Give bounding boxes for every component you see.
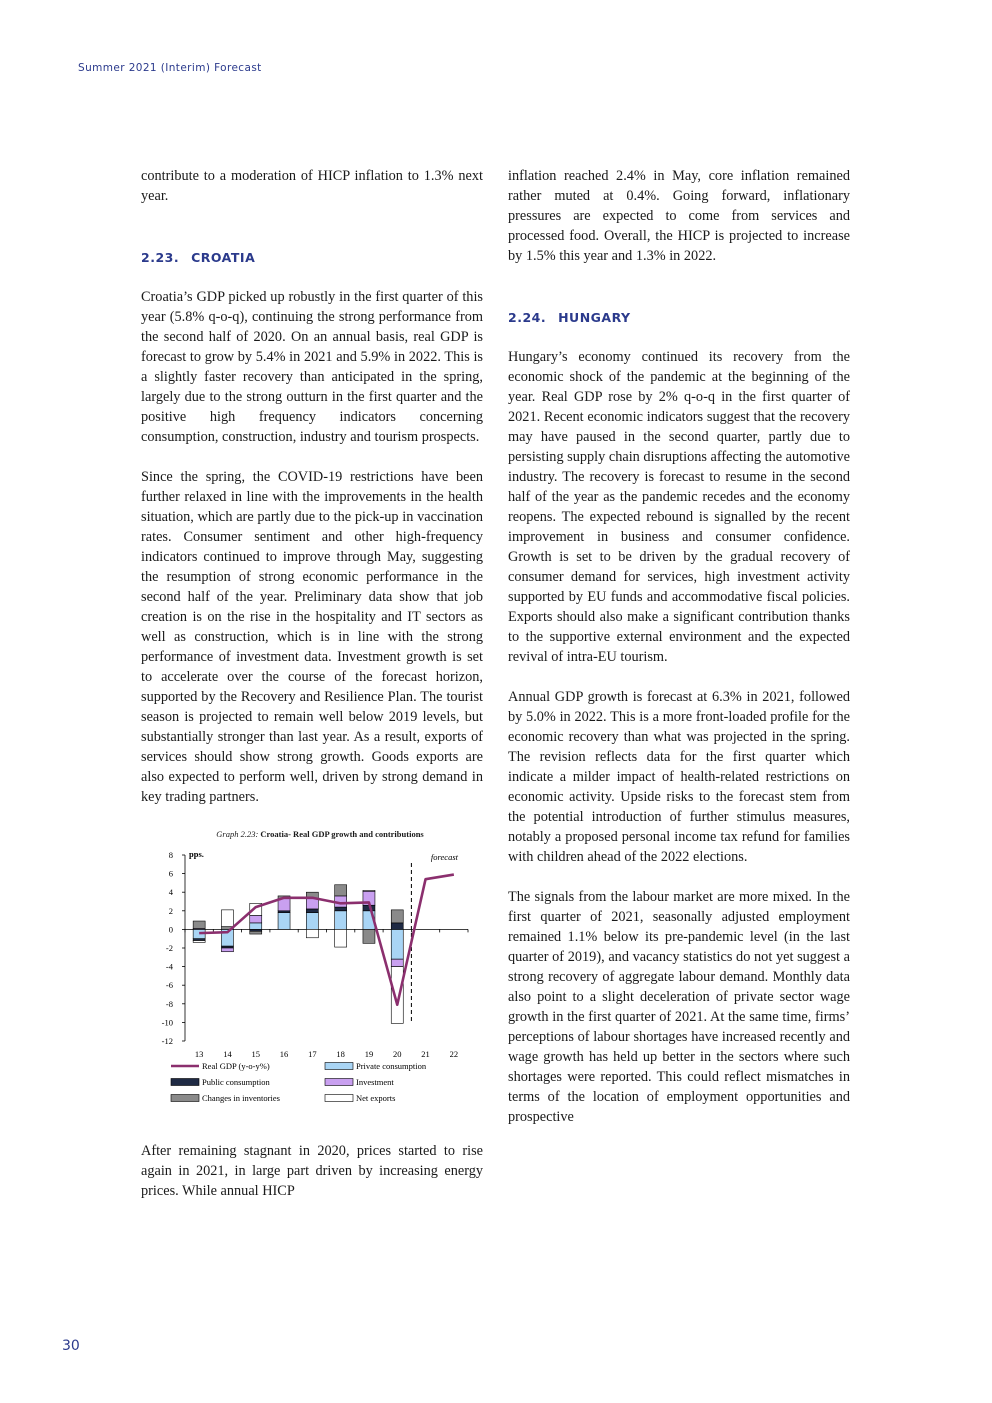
x-tick-label: 13 [194,1049,204,1059]
legend-label: Real GDP (y-o-y%) [202,1061,270,1071]
bar-segment-public-consumption [306,909,318,913]
bar-segment-net-exports [306,929,318,937]
running-header: Summer 2021 (Interim) Forecast [78,62,262,74]
bar-segment-private-consumption [306,913,318,930]
bar-segment-changes-in-inventories [363,929,375,943]
y-tick-label: 2 [168,905,173,916]
graph-title-prefix: Graph 2.23: [216,829,259,839]
bar-segment-private-consumption [250,923,262,930]
paragraph: Croatia’s GDP picked up robustly in the first quarter of this year (5.8% q-o-q), continuing the strong performance from the second half of 2020. On an annual basis, real GDP is forecast to grow by 5.4% in 2021 and 5.9% in 2022. This is a slightly faster recovery than anticipated in the spring, largely due to the strong outturn in the first quarter and the positive high frequency indicators concerning consumption, construction, industry and tourism prospects. [141,289,483,445]
left-column [141,166,483,1201]
bar-segment-investment [221,948,233,952]
section-number: 2.23. [141,250,180,265]
x-tick-label: 15 [251,1049,260,1059]
y-tick-label: 8 [168,850,173,860]
bar-segment-investment [306,899,318,909]
bar-segment-investment [391,959,403,966]
y-tick-label: -6 [165,980,173,991]
bar-segment-investment [250,915,262,922]
intro-paragraph: inflation reached 2.4% in May, core inflation remained rather muted at 0.4%. Going forward, inflationary pressures are expected to come from services and processed food. Overall, the HICP is projected to increase by 1.5% this year and 1.3% in 2022. [508,168,850,264]
x-tick-label: 16 [279,1049,289,1059]
bar-segment-net-exports [193,941,205,943]
x-tick-label: 21 [421,1049,430,1059]
bar-segment-net-exports [335,929,347,947]
legend-label: Private consumption [356,1061,427,1071]
x-tick-label: 22 [449,1049,459,1059]
paragraph: Hungary’s economy continued its recovery from the economic shock of the pandemic at the beginning of the year. Real GDP rose by 2% q-o-q in the first quarter of 2021. Recent economic indicators suggest that the recovery may have paused in the second quarter, partly due to persisting supply chain disruptions affecting the automotive industry. The recovery is forecast to resume in the second half of the year as the pandemic recedes and the economy reopens. The expected rebound is signalled by the recent improvement in business and consumer confidence. Growth is set to be driven by the gradual recovery of consumer demand for services, high investment activity supported by EU funds and accommodative fiscal policies. Exports should also make a significant contribution thanks to the supportive external environment and the expected revival of intra-EU tourism. [508,349,851,665]
y-tick-label: -10 [161,1017,173,1028]
section-heading-croatia [141,250,483,265]
x-tick-label: 14 [223,1049,232,1059]
y-tick-label: -8 [165,998,173,1009]
legend-label: Net exports [356,1093,396,1103]
page-number: 30 [62,1338,80,1354]
bar-segment-net-exports [391,967,403,1024]
x-tick-label: 17 [308,1049,317,1059]
forecast-annotation: forecast [430,852,458,862]
y-tick-label: -2 [165,943,173,953]
section-number: 2.24. [508,310,547,325]
y-tick-label: -12 [161,1036,173,1046]
legend-label: Public consumption [202,1077,270,1087]
x-tick-label: 19 [364,1049,374,1059]
paragraph: Since the spring, the COVID-19 restrictions have been further relaxed in line with the improvements in the health situation, which are partly due to the pick-up in vaccination rates. Consumer sentiment and other high-frequency indicators continued to improve through May, suggesting the resumption of strong economic performance in the second half of the year. Preliminary data show that job creation is on the rise in the hospitality and IT sectors as well as construction, which is in line with the strong performance of investment data. Investment growth is set to accelerate over the course of the forecast horizon, supported by the Recovery and Resilience Plan. The tourist season is projected to remain well below 2019 levels, but substantially stronger than last year. As a result, exports of services should show strong growth. Goods exports are also expected to perform well, driven by strong demand in key trading partners. [141,469,483,805]
bar-segment-changes-in-inventories [391,910,403,923]
y-tick-label: 6 [168,868,173,879]
graph-title [141,829,483,839]
y-axis-label: pps. [189,849,204,859]
bar-segment-private-consumption [335,911,347,930]
section-title: CROATIA [191,250,256,265]
bar-segment-public-consumption [335,907,347,911]
legend-label: Investment [356,1077,394,1087]
intro-paragraph: contribute to a moderation of HICP inflation to 1.3% next year. [141,168,483,204]
legend-swatch-box [171,1079,199,1086]
bar-segment-net-exports [221,910,233,927]
paragraph: The signals from the labour market are more mixed. In the first quarter of 2021, seasonally adjusted employment remained 1.1% below its pre-pandemic level (in the last quarter of 2019), and vacancy statistics do not yet suggest a strong recovery of aggregate labour demand. Monthly data also point to a slight deceleration of private sector wage growth in the first quarter of 2021. At the same time, firms’ perceptions of labour shortages have increased recently and wage growth has held up better in the sectors where such shortages were reported. This could reflect mismatches in terms of the location of employment opportunities and prospective [508,889,850,1125]
y-tick-label: 4 [168,887,173,898]
graph-title-text: Croatia- Real GDP growth and contributions [260,829,424,839]
gdp-line [199,875,454,1005]
bar-segment-net-exports [363,890,375,891]
legend-swatch-box [171,1095,199,1102]
right-column [508,166,850,1127]
y-tick-label: 0 [168,924,173,935]
section-heading-hungary [508,310,850,325]
legend-swatch-box [325,1079,353,1086]
paragraph: After remaining stagnant in 2020, prices started to rise again in 2021, in large part driven by increasing energy prices. While annual HICP [141,1143,483,1199]
bar-segment-public-consumption [391,923,403,930]
graph-croatia [141,829,483,1125]
legend-swatch-box [325,1063,353,1070]
x-tick-label: 18 [336,1049,345,1059]
chart-svg [141,843,483,1125]
y-tick-label: -4 [165,961,173,972]
x-tick-label: 20 [393,1049,402,1059]
bar-segment-changes-in-inventories [250,931,262,934]
bar-segment-changes-in-inventories [335,885,347,896]
paragraph: Annual GDP growth is forecast at 6.3% in 2021, followed by 5.0% in 2022. This is a more front-loaded profile for the economic recovery than what was projected in the spring. The revision reflects data for the first quarter which indicate a milder impact of health-related restrictions on economic activity. Upside risks to the forecast stem from the potential introduction of further stimulus measures, notably a proposed personal income tax refund for families with children ahead of the 2022 elections. [508,689,850,865]
bar-segment-changes-in-inventories [193,921,205,928]
legend-label: Changes in inventories [202,1093,280,1103]
bar-segment-private-consumption [391,929,403,959]
section-title: HUNGARY [558,310,631,325]
legend-swatch-box [325,1095,353,1102]
bar-segment-private-consumption [278,913,290,930]
